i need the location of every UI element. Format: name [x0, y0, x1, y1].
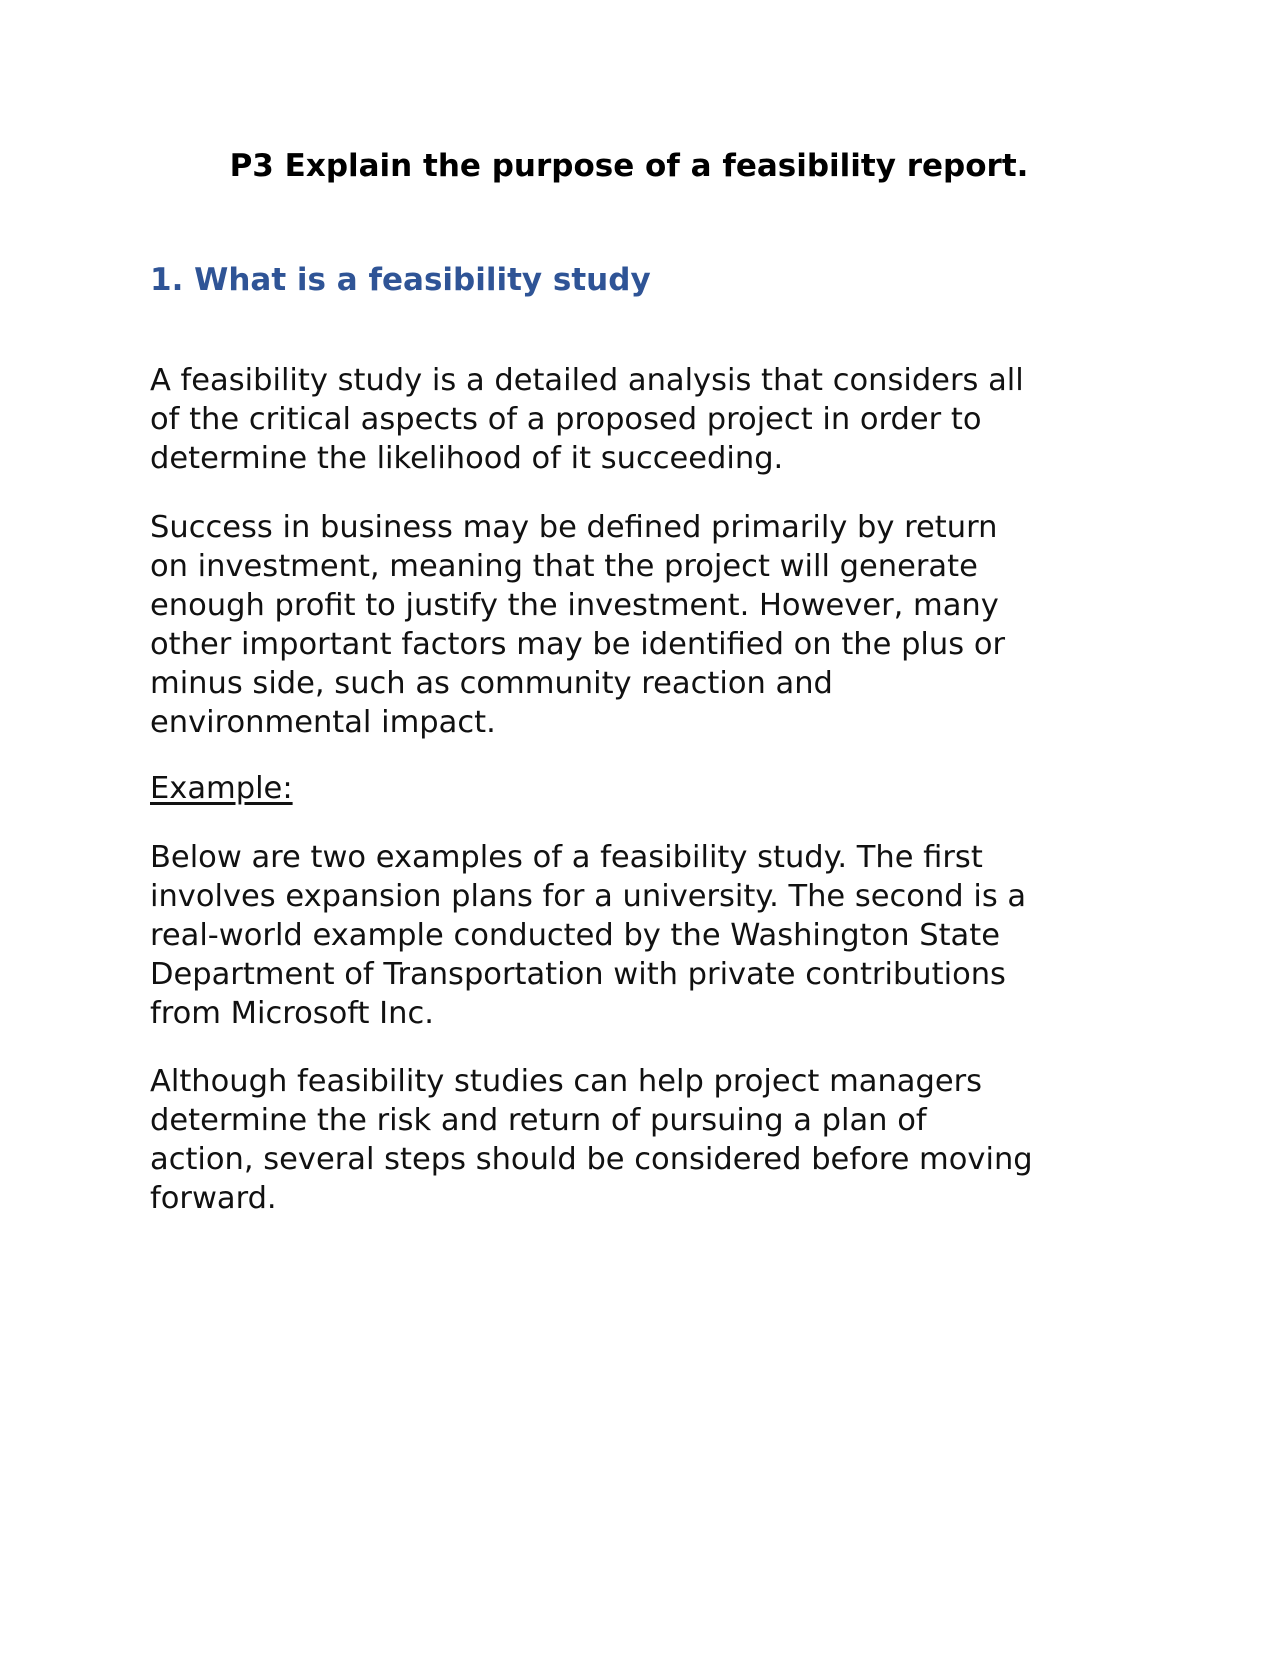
- text-line: of the critical aspects of a proposed project in order to: [150, 402, 982, 437]
- paragraph-success: [150, 508, 1125, 742]
- document-title: P3 Explain the purpose of a feasibility report.: [229, 148, 1029, 184]
- text-line: Department of Transportation with private contributions: [150, 957, 1006, 992]
- example-label: Example:: [150, 771, 293, 806]
- text-line: A feasibility study is a detailed analysis that considers all: [150, 363, 1024, 398]
- paragraph-examples: [150, 838, 1125, 1033]
- text-line: from Microsoft Inc.: [150, 996, 434, 1031]
- section-heading: 1. What is a feasibility study: [150, 262, 651, 298]
- text-line: involves expansion plans for a university. The second is a: [150, 879, 1027, 914]
- text-line: action, several steps should be considered before moving: [150, 1142, 1033, 1177]
- text-line: real-world example conducted by the Washington State: [150, 918, 1000, 953]
- text-line: environmental impact.: [150, 705, 496, 740]
- paragraph-definition: [150, 361, 1125, 478]
- text-line: other important factors may be identified on the plus or: [150, 627, 1006, 662]
- text-line: forward.: [150, 1181, 277, 1216]
- text-line: Although feasibility studies can help project managers: [150, 1064, 983, 1099]
- paragraph-risk: [150, 1062, 1125, 1218]
- text-line: minus side, such as community reaction and: [150, 666, 833, 701]
- text-line: on investment, meaning that the project will generate: [150, 549, 978, 584]
- text-line: determine the likelihood of it succeeding.: [150, 441, 784, 476]
- text-line: determine the risk and return of pursuing a plan of: [150, 1103, 927, 1138]
- text-line: Success in business may be defined primarily by return: [150, 510, 998, 545]
- text-line: Below are two examples of a feasibility study. The first: [150, 840, 983, 875]
- text-line: enough profit to justify the investment. However, many: [150, 588, 999, 623]
